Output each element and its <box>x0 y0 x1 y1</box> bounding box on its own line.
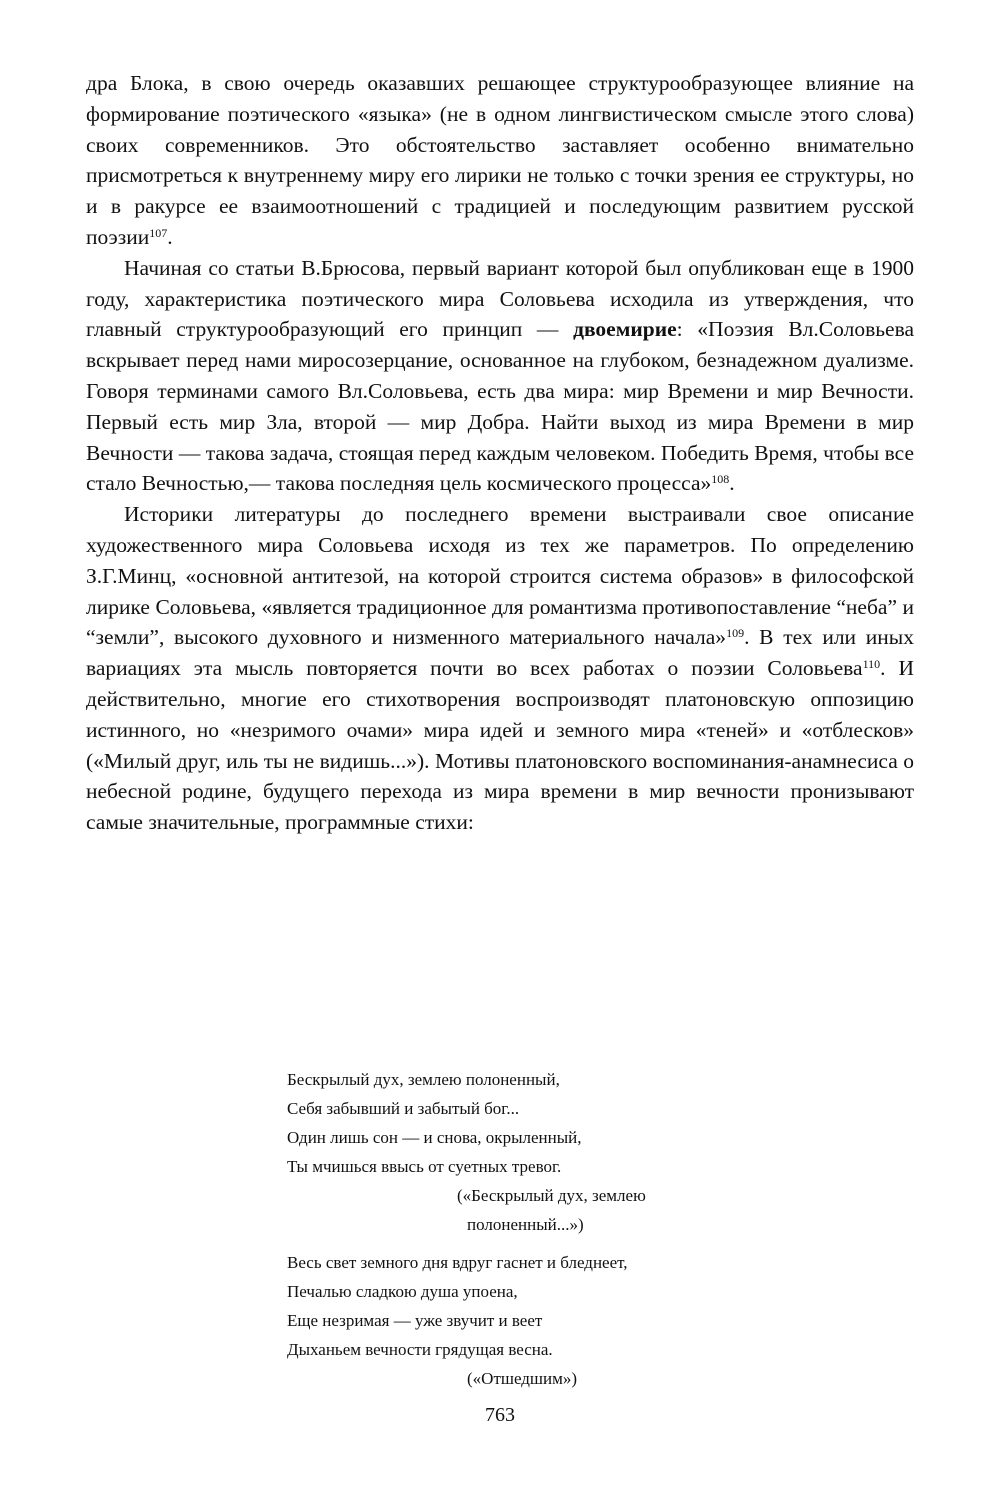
text-run: дра Блока, в свою очередь оказавших решающее структурообразующее влияние на формирование поэтического «языка» (не в одном лингвистическом смысле этого слова) своих современников. Это обстоятельство заставляет особенно внимательно присмотреться к внутреннему миру его лирики не только с точки зрения ее структуры, но и в ракурсе ее взаимоотношений с традицией и последующим развитием русской поэзии <box>86 71 914 249</box>
poem-line: Бескрылый дух, землею полоненный, <box>287 1070 560 1089</box>
footnote-ref: 110 <box>862 657 881 672</box>
text-run: . <box>167 224 173 249</box>
paragraph-1 <box>86 68 914 253</box>
text-run: Начиная со статьи В.Брюсова, первый вариант которой был опубликован еще в 1900 году, характеристика поэтического мира Соловьева исходила из утверждения, что главный структурообразующий его принцип — <box>86 255 914 342</box>
paragraph-2 <box>86 253 914 499</box>
text-run: . <box>729 471 735 496</box>
page-number: 763 <box>485 1404 515 1426</box>
poem-line: Печалью сладкою душа упоена, <box>287 1282 518 1301</box>
text-run: : «Поэзия Вл.Соловьева вскрывает перед нами миросозерцание, основанное на глубоком, безнадежном дуализме. Говоря терминами самого Вл.Соловьева, есть два мира: мир Времени и мир Вечности. Первый есть мир Зла, второй — мир Добра. Найти выход из мира Времени в мир Вечности — такова задача, стоящая перед каждым человеком. Победить Время, чтобы все стало Вечностью,— такова последняя цель космического процесса» <box>86 317 914 496</box>
text-run: Историки литературы до последнего времени выстраивали свое описание художественного мира Соловьева исходя из тех же параметров. По определению З.Г.Минц, «основной антитезой, на которой строится система образов» в философской лирике Соловьева, «является традиционное для романтизма противопоставление “неба” и “земли”, высокого духовного и низменного материального начала» <box>86 502 914 650</box>
footnote-ref: 109 <box>726 626 745 641</box>
poem-line: Еще незримая — уже звучит и веет <box>287 1311 543 1330</box>
text-run: . И действительно, многие его стихотворения воспроизводят платоновскую оппозицию истинного, но «незримого очами» мира идей и земного мира «теней» и «отблесков» («Милый друг, иль ты не видишь...»). Мотивы платоновского воспоминания-анамнесиса о небесной родине, будущего перехода из мира времени в мир вечности пронизывают самые значительные, программные стихи: <box>86 656 915 835</box>
poem-quote-1 <box>287 1065 807 1239</box>
poem-line: Один лишь сон — и снова, окрыленный, <box>287 1128 582 1147</box>
paragraph-3 <box>86 499 914 838</box>
poem-source: («Бескрылый дух, землею <box>457 1186 646 1205</box>
emphasized-term: двоемирие <box>573 317 677 342</box>
text-run: . В тех или иных вариациях эта мысль повторяется почти во всех работах о поэзии Соловьева <box>86 625 914 681</box>
poem-source: полоненный...») <box>467 1215 584 1234</box>
poem-line: Ты мчишься ввысь от суетных тревог. <box>287 1157 562 1176</box>
poem-quote-2 <box>287 1248 807 1393</box>
footnote-ref: 107 <box>149 225 168 240</box>
poem-line: Дыханьем вечности грядущая весна. <box>287 1340 553 1359</box>
footnote-ref: 108 <box>711 472 730 487</box>
body-text <box>86 68 914 838</box>
poem-source: («Отшедшим») <box>467 1369 578 1388</box>
poem-line: Себя забывший и забытый бог... <box>287 1099 520 1118</box>
poem-line: Весь свет земного дня вдруг гаснет и бледнеет, <box>287 1253 628 1272</box>
